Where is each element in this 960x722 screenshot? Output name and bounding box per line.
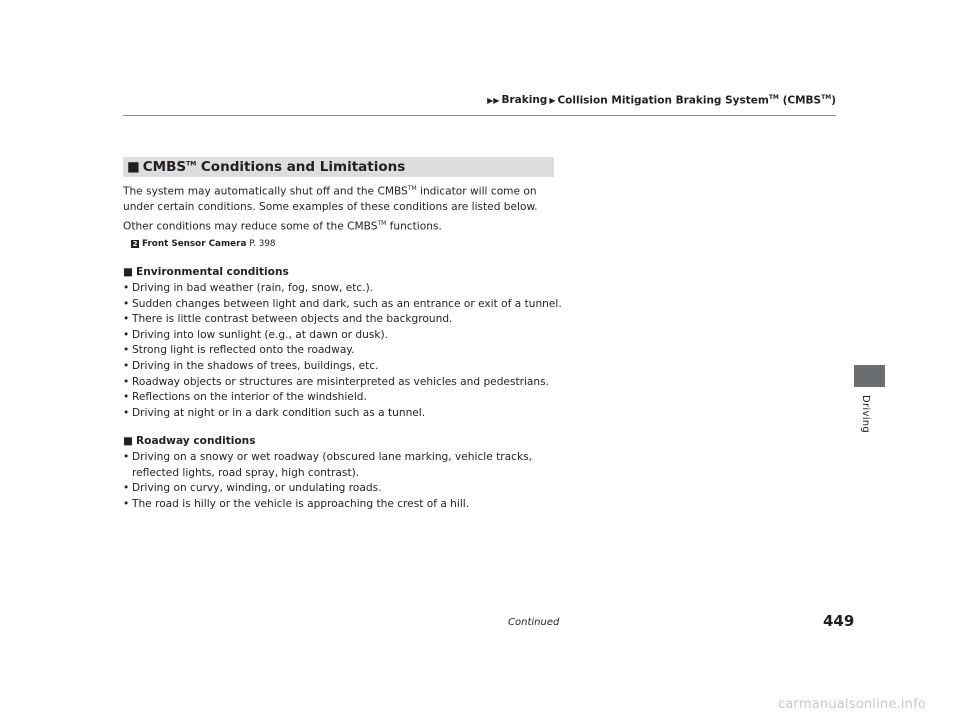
breadcrumb xyxy=(485,94,836,107)
list-item: • Driving on a snowy or wet roadway (obscured lane marking, vehicle tracks, reflected lights, road spray, high contrast). xyxy=(123,450,563,481)
cross-reference-label: Front Sensor Camera xyxy=(142,238,247,249)
cross-reference-page: P. 398 xyxy=(246,238,276,249)
square-bullet-icon: ■ xyxy=(123,266,134,279)
double-arrow-icon: ▶▶ xyxy=(487,95,500,105)
section-title: ■ CMBS™ Conditions and Limitations xyxy=(127,159,406,175)
section-header xyxy=(123,157,554,177)
list-item: • Roadway objects or structures are misinterpreted as vehicles and pedestrians. xyxy=(123,375,563,391)
list-item: • Sudden changes between light and dark, such as an entrance or exit of a tunnel. xyxy=(123,297,563,313)
environmental-heading: ■ Environmental conditions xyxy=(123,266,289,279)
intro-paragraph: The system may automatically shut off and the CMBS™ indicator will come on under certain conditions. Some examples of these conditions are listed below. Other conditions may reduce some of the CMBS™ functions. xyxy=(123,185,538,233)
page-number: 449 xyxy=(823,612,855,630)
list-item: • Driving on curvy, winding, or undulating roads. xyxy=(123,481,563,497)
watermark: carmanualsonline.info xyxy=(778,697,927,712)
roadway-list xyxy=(123,450,563,512)
list-item: • Driving at night or in a dark condition such as a tunnel. xyxy=(123,406,563,422)
list-item: • Driving in the shadows of trees, buildings, etc. xyxy=(123,359,563,375)
square-bullet-icon: ■ xyxy=(123,435,134,448)
breadcrumb-item-cmbs[interactable]: Collision Mitigation Braking System™ (CMBS™) xyxy=(557,94,836,107)
square-bullet-icon: ■ xyxy=(127,159,140,175)
chapter-tab-marker[interactable] xyxy=(854,365,885,387)
list-item: • Driving into low sunlight (e.g., at dawn or dusk). xyxy=(123,328,563,344)
environmental-list xyxy=(123,281,563,421)
roadway-heading: ■ Roadway conditions xyxy=(123,435,256,448)
list-item: • Strong light is reflected onto the roadway. xyxy=(123,343,563,359)
reference-icon: 2 xyxy=(132,239,138,248)
list-item: • There is little contrast between objects and the background. xyxy=(123,312,563,328)
cross-reference-link[interactable] xyxy=(131,237,563,253)
list-item: • Reflections on the interior of the windshield. xyxy=(123,390,563,406)
breadcrumb-item-braking[interactable]: Braking xyxy=(501,94,548,107)
arrow-right-icon: ▶ xyxy=(549,95,556,105)
chapter-tab-label: Driving xyxy=(860,395,871,434)
list-item: • Driving in bad weather (rain, fog, snow, etc.). xyxy=(123,281,563,297)
list-item: • The road is hilly or the vehicle is approaching the crest of a hill. xyxy=(123,497,563,513)
main-content xyxy=(123,181,563,512)
header-divider xyxy=(123,115,836,116)
continued-label: Continued xyxy=(508,617,560,628)
